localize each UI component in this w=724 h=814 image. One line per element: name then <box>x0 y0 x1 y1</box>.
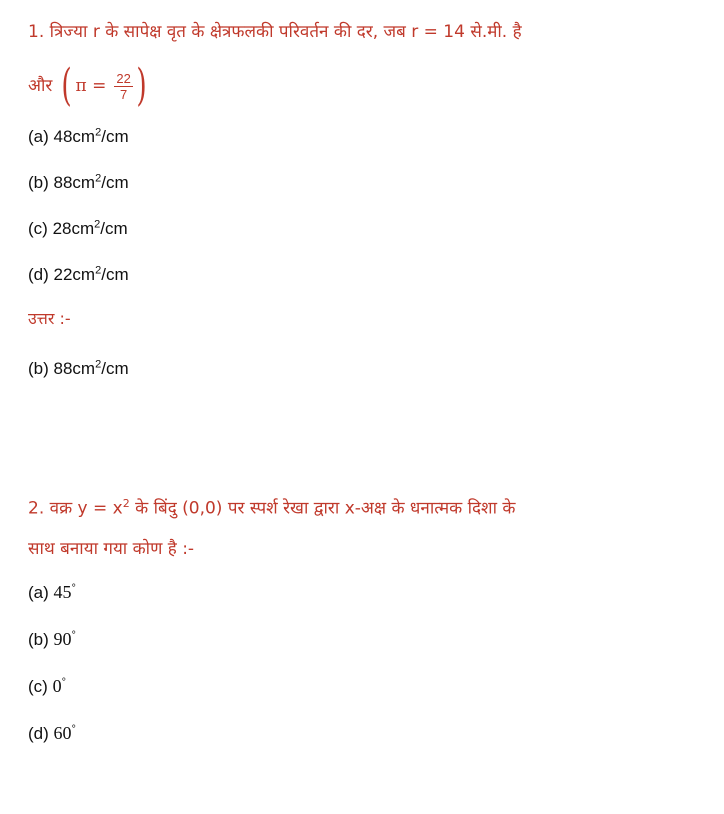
option-unit: /cm <box>101 265 129 284</box>
superscript-two: 2 <box>95 126 102 139</box>
option-unit: /cm <box>100 219 128 238</box>
degree-symbol: ° <box>71 629 76 641</box>
question-2-number: 2. <box>28 498 45 519</box>
option-value: 60 <box>53 722 72 743</box>
superscript-two: 2 <box>122 497 130 510</box>
pi-symbol: π = <box>75 76 107 96</box>
question-1-statement: त्रिज्या r के सापेक्ष वृत के क्षेत्रफलकी परिवर्तन की दर, जब r = 14 से.मी. है <box>49 22 522 42</box>
option-b <box>28 628 704 651</box>
option-label: (a) <box>28 582 49 602</box>
option-value: 0 <box>52 675 62 696</box>
question-1-text-line-1 <box>28 20 704 44</box>
superscript-two: 2 <box>95 172 102 185</box>
option-label: (c) <box>28 219 48 238</box>
option-label: (b) <box>28 629 49 649</box>
option-d <box>28 264 704 286</box>
question-1-number: 1. <box>28 22 45 42</box>
option-a <box>28 581 704 604</box>
left-paren: ( <box>61 64 73 108</box>
option-label: (a) <box>28 127 49 146</box>
option-value: 28cm <box>52 219 95 238</box>
pi-fraction <box>114 71 132 102</box>
option-b <box>28 172 704 194</box>
superscript-two: 2 <box>94 218 101 231</box>
question-2-text-line-2: साथ बनाया गया कोण है :- <box>28 538 195 559</box>
option-c <box>28 675 704 698</box>
answer-option-unit: /cm <box>101 359 129 378</box>
option-value: 90 <box>53 628 72 649</box>
option-unit: /cm <box>101 127 129 146</box>
option-value: 48cm <box>53 127 96 146</box>
option-c <box>28 218 704 240</box>
answer-label: उत्तर :- <box>28 309 71 328</box>
question-2-text-line-1 <box>28 492 704 521</box>
option-unit: /cm <box>101 173 129 192</box>
option-label: (d) <box>28 265 49 284</box>
question-1-options <box>28 126 704 286</box>
superscript-two: 2 <box>95 358 102 371</box>
pi-expression <box>58 64 150 108</box>
option-value: 88cm <box>53 173 96 192</box>
option-value: 22cm <box>53 265 96 284</box>
answer-option-label: (b) <box>28 359 49 378</box>
option-label: (d) <box>28 723 49 743</box>
option-label: (c) <box>28 676 48 696</box>
question-1-text-line-2 <box>28 64 704 108</box>
question-2-options <box>28 581 704 745</box>
answer-option-value: 88cm <box>53 359 96 378</box>
degree-symbol: ° <box>71 723 76 735</box>
option-a <box>28 126 704 148</box>
fraction-denominator: 7 <box>119 86 128 102</box>
pi-equals <box>76 71 133 102</box>
option-label: (b) <box>28 173 49 192</box>
answer-value <box>28 358 704 380</box>
question-2 <box>28 492 704 745</box>
question-2-statement-b: के बिंदु (0,0) पर स्पर्श रेखा द्वारा x-अक्ष के धनात्मक दिशा के <box>129 498 516 519</box>
question-2-statement-a: वक्र y = x <box>49 498 123 519</box>
degree-symbol: ° <box>61 676 66 688</box>
option-value: 45 <box>53 581 72 602</box>
question-1 <box>28 20 704 380</box>
degree-symbol: ° <box>71 582 76 594</box>
superscript-two: 2 <box>95 264 102 277</box>
question-1-conjunction: और <box>28 76 53 96</box>
right-paren: ) <box>136 64 147 108</box>
fraction-numerator: 22 <box>116 70 131 86</box>
option-d <box>28 722 704 745</box>
